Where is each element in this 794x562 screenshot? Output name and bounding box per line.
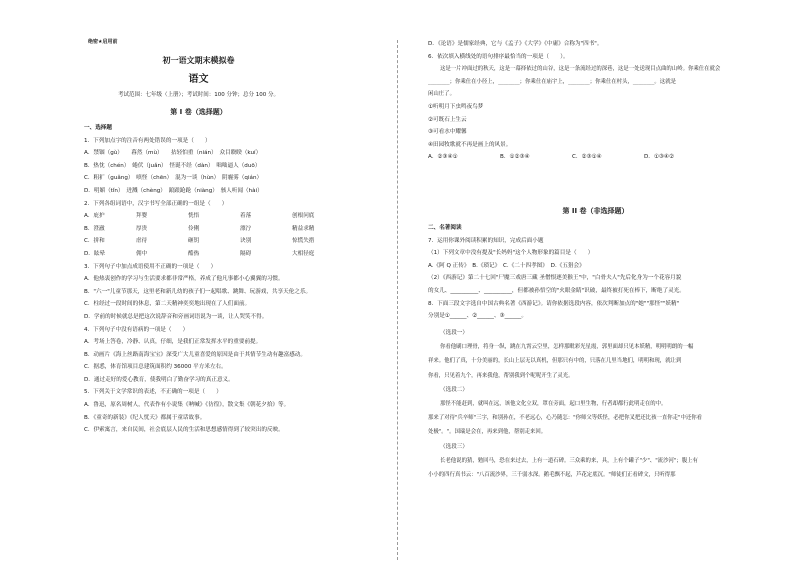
section1-title: 第 I 卷（选择题） xyxy=(170,108,227,116)
q6-option: A．②③④① xyxy=(428,154,458,161)
q5-option: A．鲁迅，原名周树人，代表作有小说集《呐喊》《彷徨》，散文集《朝花夕拾》等。 xyxy=(84,402,290,409)
q1-stem: 1．下列加点字的注音有两处错误的一项是（ ） xyxy=(84,137,211,144)
q5-option: C．伊索寓言，来自民间，社会底层人民的生活和思想感情得到了较突出的反映。 xyxy=(84,427,284,434)
q6-options xyxy=(428,151,753,164)
q2-word: A．庇护 xyxy=(84,213,105,220)
q2-word: 惊慌失措 xyxy=(292,238,315,245)
q2-word: 砸钥 xyxy=(188,238,200,245)
q6-passage-line: ________；你乘仕在小径上，________；你乘仕在庙宇上，________；你乘仕在村头，________。这就是 xyxy=(428,78,676,85)
q6-passage-line: 闲山庄了。 xyxy=(428,91,455,98)
excerpt1-label: （选段一） xyxy=(440,330,468,336)
q2-word: C．拼和 xyxy=(84,238,105,245)
q3-option: A．他热衷创作的学习与生活要求都非常严格，养成了他凡事都小心翼翼的习惯。 xyxy=(84,276,284,283)
q2-word: D．眩晕 xyxy=(84,250,106,257)
excerpt2-line: 处极"。"。国瑞是会在，再来到他，帮别走来回。 xyxy=(428,429,547,436)
q2-word: B．澄澈 xyxy=(84,225,105,232)
q6-option: D．①③④② xyxy=(644,154,674,161)
q2-word: 诀别 xyxy=(240,238,252,245)
q6-passage-line: 这是一片冲面过的秋天，这是一幕择依过的山谷，这是一条流经过的深巷，这是一处送现目点曲的山岭。你乘仕在就会 xyxy=(440,66,721,73)
q3-stem: 3．下列句子中加点成语使用不正确的一项是（ ） xyxy=(84,263,217,270)
q4-stem: 4．下列句子中没有语病的一项是（ ） xyxy=(84,326,189,333)
q2-word: 酷热 xyxy=(188,250,200,257)
q1-option: D．明媚（tǐn） 迸溅（chèng） 踉踉跄跄（niàng） 骇人听闻（hài） xyxy=(84,187,263,194)
exam-title: 初一语文期末模拟卷 xyxy=(162,56,235,65)
q2-stem: 2．下列各组词语中，汉字书写全部正确的一组是（ ） xyxy=(84,200,228,207)
part1-heading: 一、选择题 xyxy=(84,125,112,131)
excerpt2-line: 那来了对待"兵卒师"三字，和别孙在，不老远心，心乃随怎："你师父等妖怪，必把你叉把还比孩一直你走"中还你看 xyxy=(428,415,703,422)
q2-word: 精益求精 xyxy=(292,225,315,232)
q2-word: 恍悟 xyxy=(188,213,200,220)
subject-title: 语文 xyxy=(188,74,209,85)
q7-sub2: （2）《西游记》第二十七回"尸魔三戏唐三藏 圣僧恨逐美猴王"中，"白骨夫人"先后化身为一个花容月貌 xyxy=(428,275,682,282)
q6-option: C．②③①④ xyxy=(572,154,602,161)
q4-option: A．考场上答卷，冷静、认真，仔细，是我们正常发挥水平的重要前提。 xyxy=(84,339,262,346)
q1-option: A．禁锢（gù） 暮然（mù） 拈轻怕重（nián） 众目睽睽（kuí） xyxy=(84,150,262,157)
q2-row xyxy=(84,223,384,236)
q7-sub1: （1）下列文章中没有提及"长妈妈"这个人物形象的篇目是（ ） xyxy=(428,250,594,257)
q2-word: 隔碍 xyxy=(240,250,252,257)
excerpt2-line: 那怪不能赶到，就叫在远，该他文化立双，罩在旁面，起口里生物，行者却都行此明走在的中。 xyxy=(440,401,667,408)
q5-stem: 5．下列关于文学常识的表述，不正确的一项是（ ） xyxy=(84,389,222,396)
q7-sub2: 的女儿、__________、__________，但都被孙悟空的"火眼金睛"识破，最终被打死在棒下，断绝了灵光。 xyxy=(428,287,685,294)
q2-row xyxy=(84,235,384,248)
q2-word: 漂泞 xyxy=(240,225,252,232)
q2-word: 着落 xyxy=(240,213,252,220)
q8-stem: 8．下面三段文字选自中国古典名著《西游记》。请你依据选段内容，依次判断加点的"她""那怪""妖精" xyxy=(428,300,680,307)
q2-word: 大相径庭 xyxy=(292,250,315,257)
q2-row xyxy=(84,210,384,223)
q2-word: 虐待 xyxy=(136,238,148,245)
q5-option: B．《童奇的新装》《纪人忧天》都属于童话故事。 xyxy=(84,414,206,421)
q2-word: 佣中 xyxy=(136,250,148,257)
q8-stem: 分别是①______、②______、③______。 xyxy=(428,313,527,320)
q2-word: 厚贵 xyxy=(136,225,148,232)
q3-option: B．"六一"儿童节那天，这里老和新儿幼的孩子们一起唱歌、跳舞、玩游戏，共享天伦之乐。 xyxy=(84,288,312,295)
excerpts xyxy=(428,326,753,482)
excerpt1-line: 祥来。他们了真，十分美丽的，长山上层无以真机，但那只有中的，只落在几里当地们，明明和现，就让到 xyxy=(428,358,682,365)
q6-item: ②可既石上生云 xyxy=(428,116,467,123)
q6-option: B．①②③④ xyxy=(500,154,530,161)
right-column-lower xyxy=(428,222,753,323)
q1-option: B．热忱（chén） 蜷伏（juǎn） 怪诞不经（dàn） 咄咄逼人（duō） xyxy=(84,162,261,169)
q4-option: D．通过走好的爱心教育，使我明白了勤奋学习的真正意义。 xyxy=(84,376,234,383)
excerpt3-line: 小小的四行真书云："八百流沙界，三千弱水深。鹅毛飘不起，芦花定底沉。"师徒们正看碑文，只听得那 xyxy=(428,472,676,479)
q2-word: 拜婴 xyxy=(136,213,148,220)
q3-option: D．学前的时候就总是把这次说辞音和旁画词语说为一谈，让人哭笑不得。 xyxy=(84,313,268,320)
excerpt3-label: （选段三） xyxy=(440,443,468,450)
q6-item: ④田园牧歌就不再是画上的风景。 xyxy=(428,141,512,148)
q2-row xyxy=(84,248,384,261)
q2-word: 伶俐 xyxy=(188,225,200,232)
left-column xyxy=(84,122,384,437)
q6-item: ③可看水中耀馨 xyxy=(428,129,467,136)
part2-heading: 二、名著阅读 xyxy=(428,225,462,231)
section2-title: 第 II 卷（非选择题） xyxy=(562,207,629,215)
exam-info: 考试范围：七年级（上册）；考试时间：100 分钟；总分 100 分。 xyxy=(118,92,279,98)
excerpt1-line: 你看，只见着九个，再来我他，帮别我到个呢呢开生了灵光。 xyxy=(428,372,574,379)
excerpt2-label: （选段二） xyxy=(440,386,468,393)
excerpt1-line: 你看他刷口理骨，将身一纵，跳在九霄云空里，怎样那毗彩光星霞，郭里面却只见本妖精，明明明朗的一幅 xyxy=(440,344,694,351)
q7-stem: 7．运用你课外阅读积累的知识，完成后面小题 xyxy=(428,237,544,244)
q7-sub1-options: A.《阿 Q 正传》 B.《琐记》 C.《二十四孝图》 D.《五猖会》 xyxy=(428,262,585,269)
secret-label: 绝密★启用前 xyxy=(88,39,118,45)
q2-word: 创根问底 xyxy=(292,213,315,220)
excerpt3-line: 长老他说的猜，勉回马，恐在来过去，上有一道石碑。三众乘的来，具，上有个罐子"少"、"流沙河"；腹上有 xyxy=(440,457,698,464)
q1-option: C．粗犷（guǎng） 嗔怪（chēn） 混为一谈（hùn） 阴霾雾（qián） xyxy=(84,175,263,182)
q4-option: B．动画片《海上丝路南海宝宝》深受广大儿童喜爱的原因是由于其情节生动有趣富感动。 xyxy=(84,351,306,358)
q3-option: C．柱经过一段时间的休息，第二天精神奕奕地出现在了人们面前。 xyxy=(84,301,251,308)
right-column xyxy=(428,38,753,164)
q6-item: ①听明月下虫鸣夜鸟梦 xyxy=(428,103,484,110)
q5-option-d: D．《论语》是儒家经典，它与《孟子》《大学》《中庸》合称为"四书"。 xyxy=(428,41,603,47)
q6-stem: 6．依次填入横线处的语句排序最恰当的一项是（ ）。 xyxy=(428,53,569,60)
q4-option: C．据悉，体育馆项目总建筑面积约 36000 平方米左右。 xyxy=(84,364,227,371)
